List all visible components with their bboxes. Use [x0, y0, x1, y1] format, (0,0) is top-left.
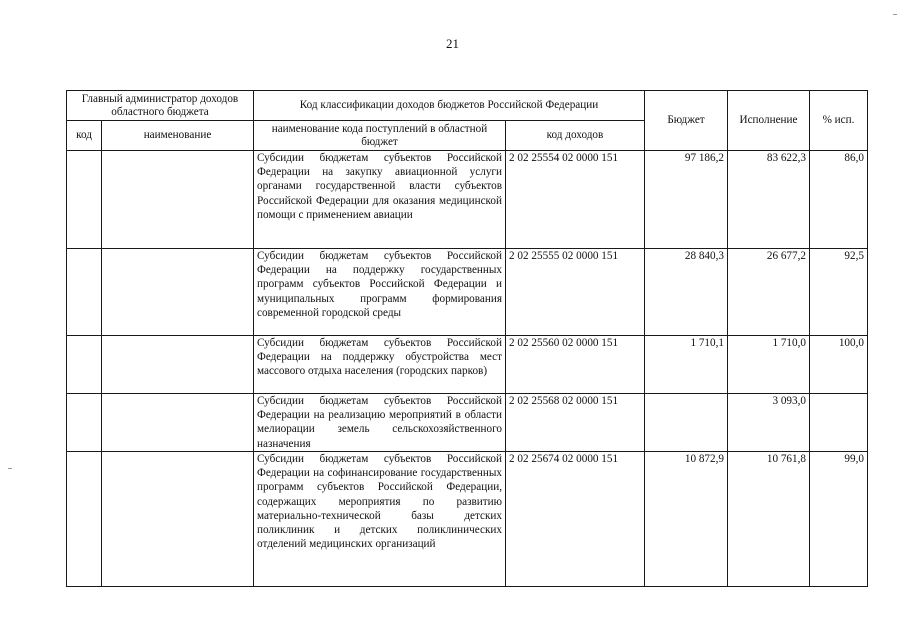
admin-code-cell: [67, 151, 102, 249]
income-name-cell: Субсидии бюджетам субъектов Российской Федерации на поддержку обустройства мест массового отдыха населения (городских парков): [254, 336, 506, 394]
budget-cell: 97 186,2: [645, 151, 728, 249]
table-row: [67, 336, 868, 394]
admin-name-cell: [102, 336, 254, 394]
income-name-cell: Субсидии бюджетам субъектов Российской Федерации на поддержку государственных программ субъектов Российской Федерации и муниципальных программ формирования современной городской среды: [254, 249, 506, 336]
percent-cell: [810, 394, 868, 452]
income-code-cell: 2 02 25555 02 0000 151: [506, 249, 645, 336]
percent-header: % исп.: [810, 91, 868, 151]
budget-cell: 28 840,3: [645, 249, 728, 336]
percent-cell: 92,5: [810, 249, 868, 336]
table-row: [67, 452, 868, 587]
page-number: 21: [446, 36, 459, 51]
admin-name-cell: [102, 249, 254, 336]
admin-name-cell: [102, 452, 254, 587]
percent-cell: 100,0: [810, 336, 868, 394]
percent-cell: 86,0: [810, 151, 868, 249]
admin-code-cell: [67, 249, 102, 336]
table-row: [67, 151, 868, 249]
income-code-cell: 2 02 25554 02 0000 151: [506, 151, 645, 249]
admin-name-cell: [102, 151, 254, 249]
admin-code-cell: [67, 452, 102, 587]
execution-cell: 3 093,0: [728, 394, 810, 452]
execution-cell: 10 761,8: [728, 452, 810, 587]
classification-group-header: Код классификации доходов бюджетов Российской Федерации: [254, 91, 645, 121]
execution-cell: 83 622,3: [728, 151, 810, 249]
budget-cell: [645, 394, 728, 452]
admin-code-header: код: [67, 121, 102, 151]
income-code-cell: 2 02 25560 02 0000 151: [506, 336, 645, 394]
admin-code-cell: [67, 394, 102, 452]
budget-cell: 1 710,1: [645, 336, 728, 394]
scan-mark: [893, 14, 897, 15]
admin-code-cell: [67, 336, 102, 394]
percent-cell: 99,0: [810, 452, 868, 587]
execution-cell: 1 710,0: [728, 336, 810, 394]
income-name-header: наименование кода поступлений в областной бюджет: [254, 121, 506, 151]
execution-cell: 26 677,2: [728, 249, 810, 336]
table-row: [67, 249, 868, 336]
income-name-cell: Субсидии бюджетам субъектов Российской Федерации на реализацию мероприятий в области мелиорации земель сельскохозяйственного назначения: [254, 394, 506, 452]
income-name-cell: Субсидии бюджетам субъектов Российской Федерации на закупку авиационной услуги органами государственной власти субъектов Российской Федерации для оказания медицинской помощи с применением авиации: [254, 151, 506, 249]
income-table: [66, 90, 868, 587]
execution-header: Исполнение: [728, 91, 810, 151]
admin-group-header: Главный администратор доходов областного бюджета: [67, 91, 254, 121]
admin-name-cell: [102, 394, 254, 452]
income-name-cell: Субсидии бюджетам субъектов Российской Федерации на софинансирование государственных программ субъектов Российской Федерации, содержащих мероприятия по развитию материально-технической базы детских поликлиник и детских поликлинических отделений медицинских организаций: [254, 452, 506, 587]
table-row: [67, 394, 868, 452]
income-code-cell: 2 02 25674 02 0000 151: [506, 452, 645, 587]
income-code-cell: 2 02 25568 02 0000 151: [506, 394, 645, 452]
income-code-header: код доходов: [506, 121, 645, 151]
admin-name-header: наименование: [102, 121, 254, 151]
scan-mark: [8, 468, 12, 469]
budget-header: Бюджет: [645, 91, 728, 151]
budget-cell: 10 872,9: [645, 452, 728, 587]
